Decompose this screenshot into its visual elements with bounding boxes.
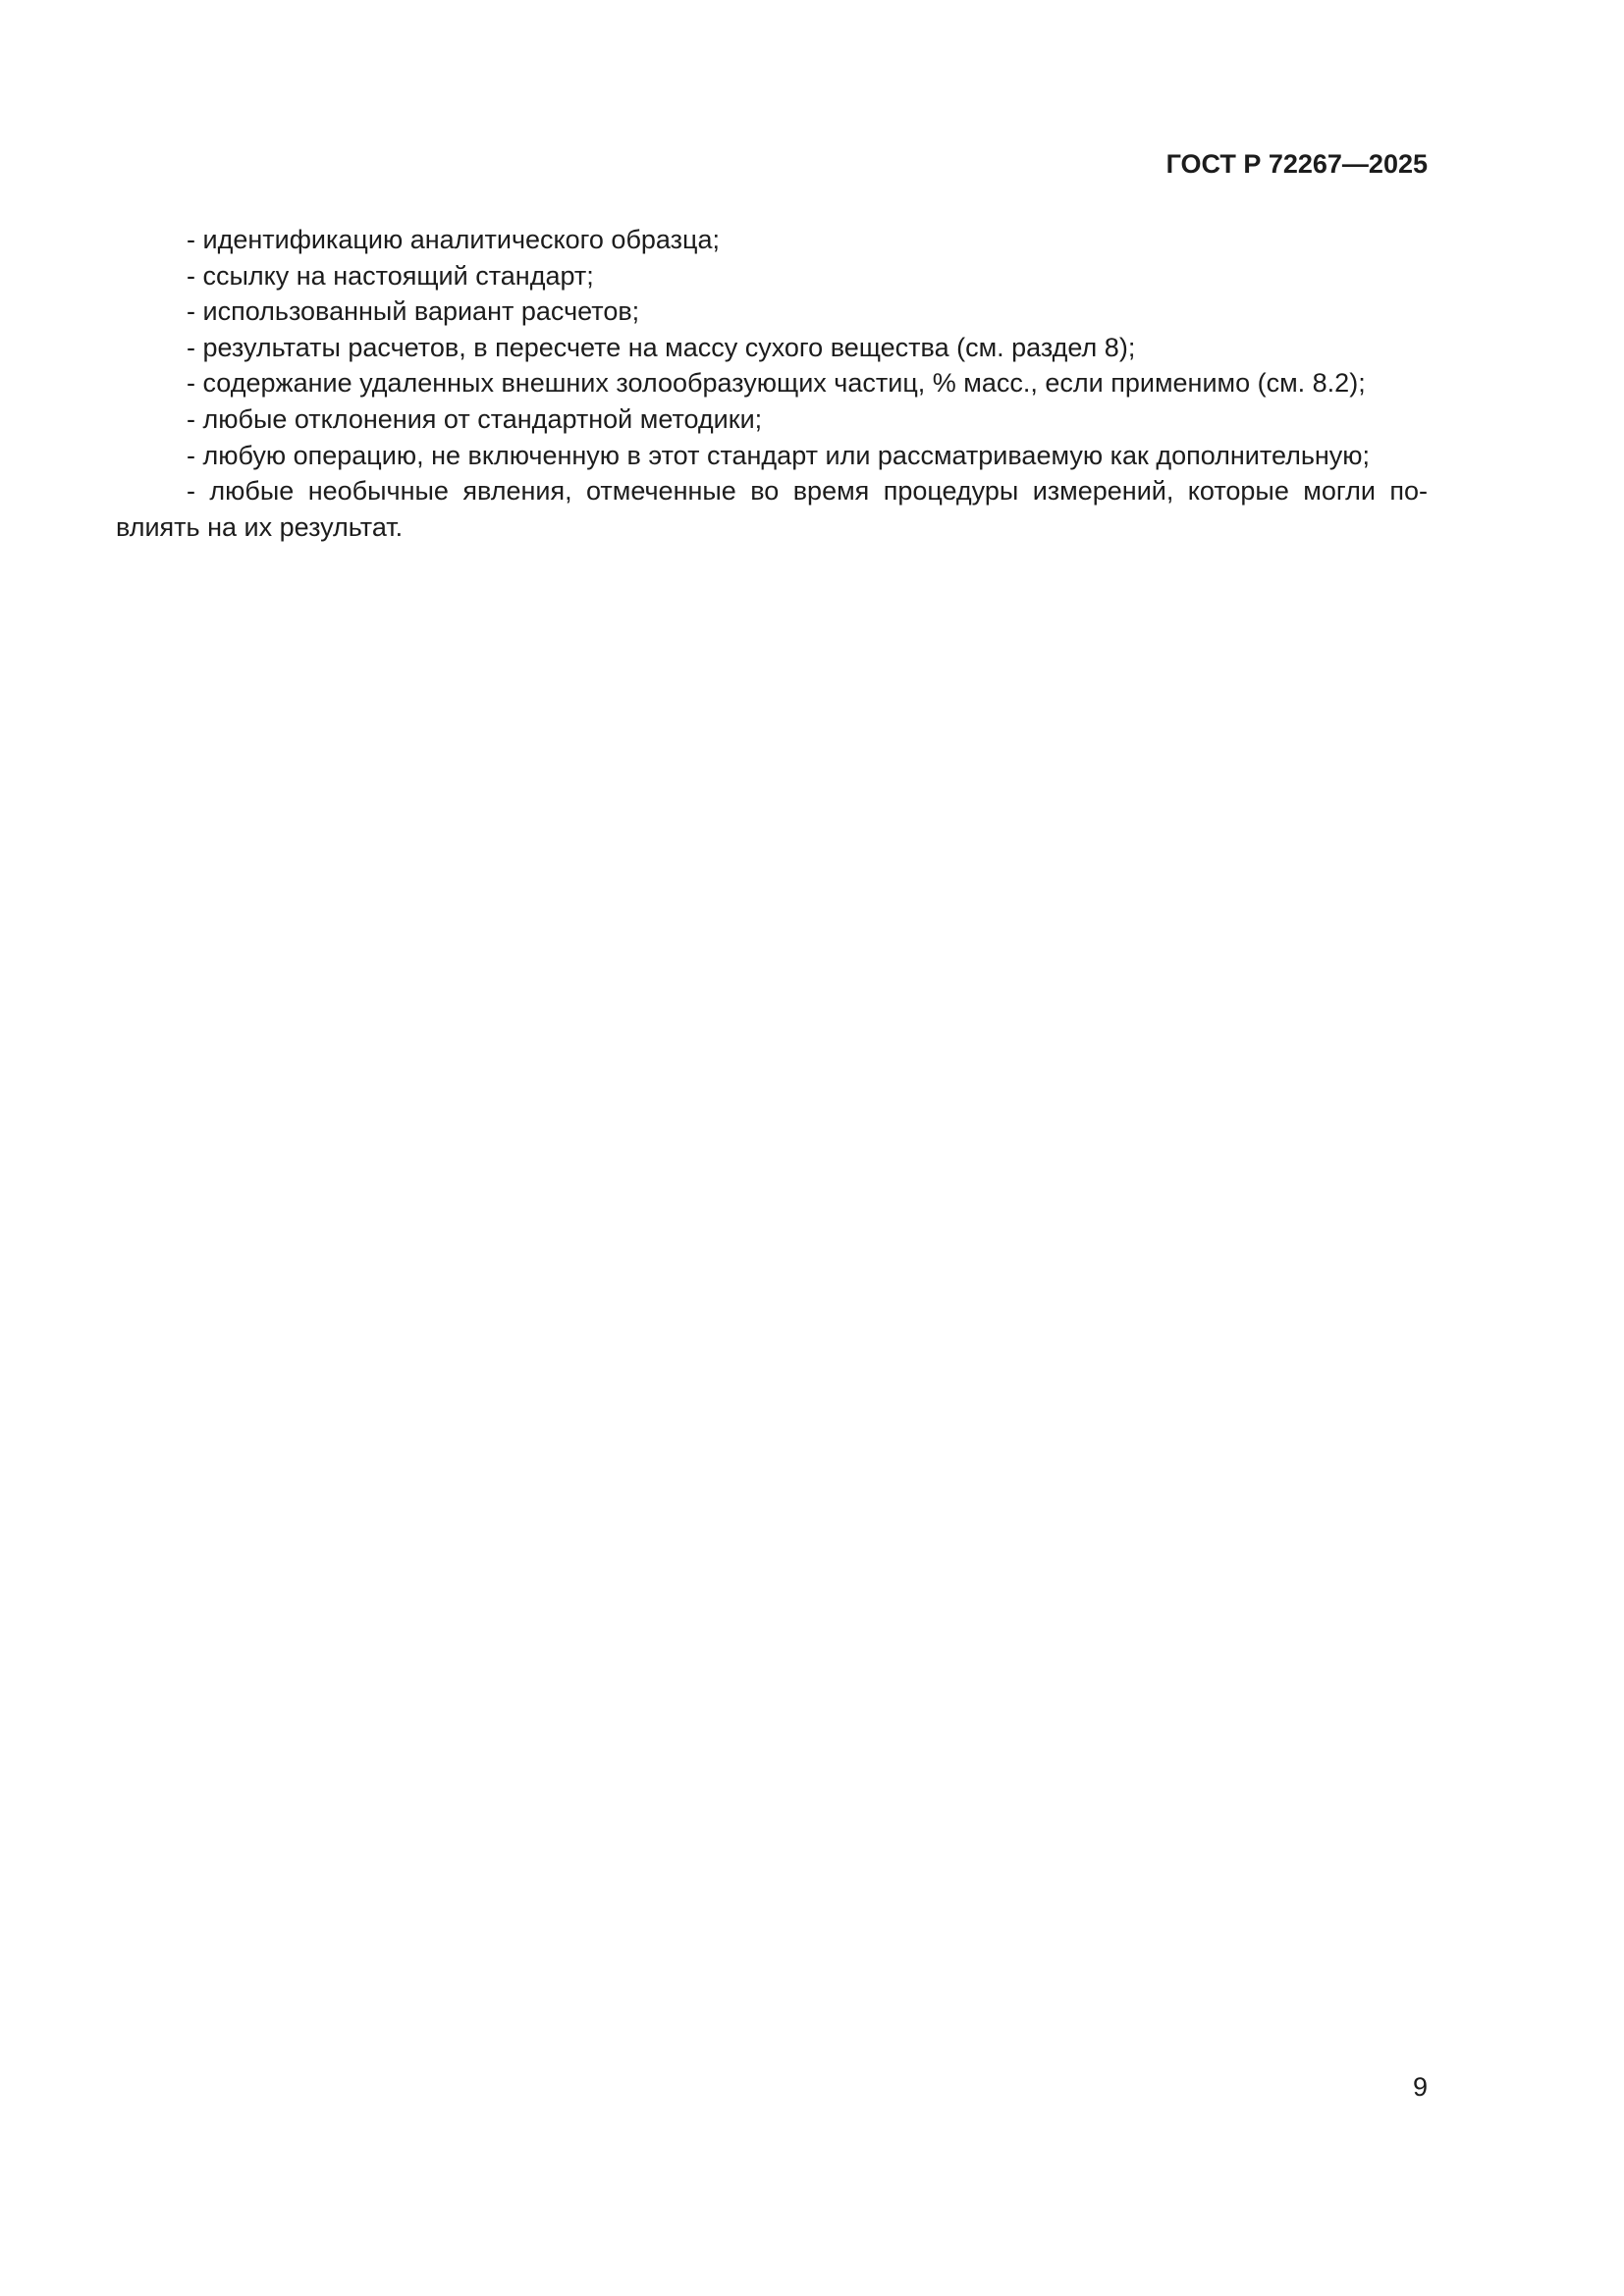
list-item: - ссылку на настоящий стандарт;: [187, 260, 594, 291]
page-number: 9: [1412, 2072, 1428, 2102]
list-item: - результаты расчетов, в пересчете на массу сухого вещества (см. раздел 8);: [187, 332, 1136, 362]
list-item: - любую операцию, не включенную в этот стандарт или рассматриваемую как дополнительную;: [187, 440, 1371, 470]
list-item: - идентификацию аналитического образца;: [187, 225, 721, 254]
list-item-first-line: - любые необычные явления, отмеченные во время процедуры измерений, которые могли по-: [187, 476, 1428, 507]
report-requirements-list: [116, 222, 1428, 545]
list-item: - использованный вариант расчетов;: [187, 296, 640, 327]
standard-number-header: ГОСТ Р 72267—2025: [1165, 149, 1428, 179]
list-item: - любые отклонения от стандартной методики;: [187, 403, 763, 434]
list-item: - содержание удаленных внешних золообразующих частиц, % масс., если применимо (см. 8.2);: [187, 368, 1366, 399]
list-item-continuation-line: влиять на их результат.: [116, 511, 404, 542]
